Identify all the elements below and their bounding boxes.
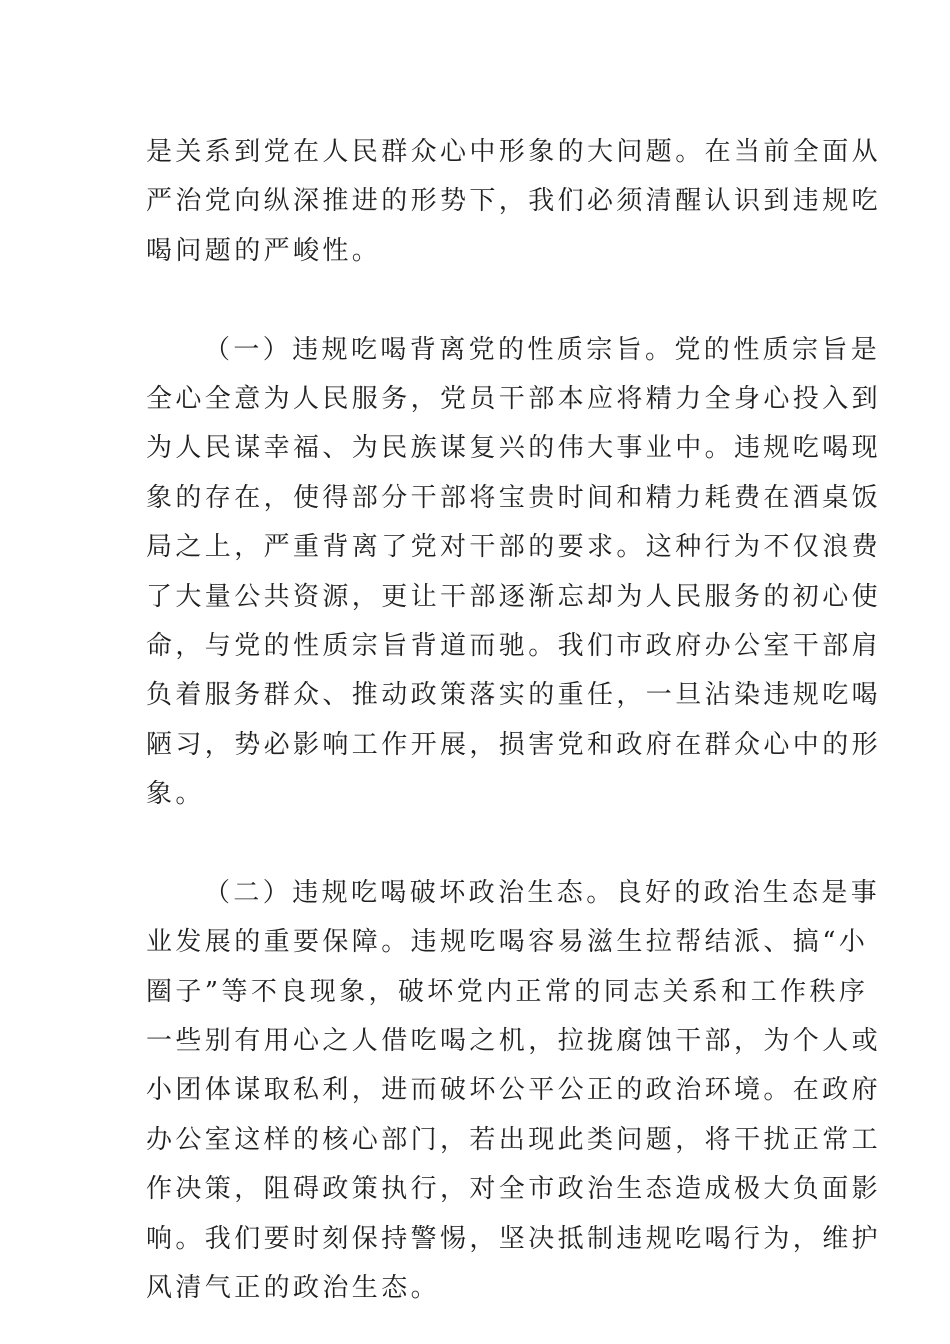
paragraph-line: 了大量公共资源，更让干部逐渐忘却为人民服务的初心使 [146, 581, 882, 612]
section-heading-line: （一）违规吃喝背离党的性质宗旨。党的性质宗旨是 [204, 334, 881, 365]
paragraph-line: 响。我们要时刻保持警惕，坚决抵制违规吃喝行为，维护 [146, 1223, 882, 1254]
paragraph-line: 象。 [146, 779, 205, 810]
paragraph-line: 为人民谋幸福、为民族谋复兴的伟大事业中。违规吃喝现 [146, 433, 882, 464]
paragraph-gap [146, 276, 812, 325]
paragraph-line: 一些别有用心之人借吃喝之机，拉拢腐蚀干部，为个人或 [146, 1026, 882, 1057]
paragraph-line: 是关系到党在人民群众心中形象的大问题。在当前全面从 [146, 137, 882, 167]
document-body [146, 128, 882, 1313]
paragraph-line: 陋习，势必影响工作开展，损害党和政府在群众心中的形 [146, 729, 882, 760]
paragraph-line: 风清气正的政治生态。 [146, 1272, 441, 1303]
paragraph-gap [146, 819, 812, 868]
paragraph-line: 圈子”等不良现象，破坏党内正常的同志关系和工作秩序 [146, 976, 869, 1007]
paragraph-line: 负着服务群众、推动政策落实的重任，一旦沾染违规吃喝 [146, 680, 882, 711]
paragraph-line: 全心全意为人民服务，党员干部本应将精力全身心投入到 [146, 383, 882, 414]
paragraph-line: 局之上，严重背离了党对干部的要求。这种行为不仅浪费 [146, 532, 882, 563]
section-heading-line: （二）违规吃喝破坏政治生态。良好的政治生态是事 [204, 877, 881, 908]
paragraph-line: 命，与党的性质宗旨背道而驰。我们市政府办公室干部肩 [146, 630, 882, 661]
paragraph-line: 作决策，阻碍政策执行，对全市政治生态造成极大负面影 [146, 1174, 882, 1205]
paragraph-line: 喝问题的严峻性。 [146, 235, 382, 266]
paragraph-line: 小团体谋取私利，进而破坏公平公正的政治环境。在政府 [146, 1075, 882, 1106]
paragraph-line: 象的存在，使得部分干部将宝贵时间和精力耗费在酒桌饭 [146, 482, 882, 513]
paragraph-line: 严治党向纵深推进的形势下，我们必须清醒认识到违规吃 [146, 186, 882, 217]
paragraph-line: 办公室这样的核心部门，若出现此类问题，将干扰正常工 [146, 1124, 882, 1155]
paragraph-line: 业发展的重要保障。违规吃喝容易滋生拉帮结派、搞“小 [146, 927, 869, 958]
